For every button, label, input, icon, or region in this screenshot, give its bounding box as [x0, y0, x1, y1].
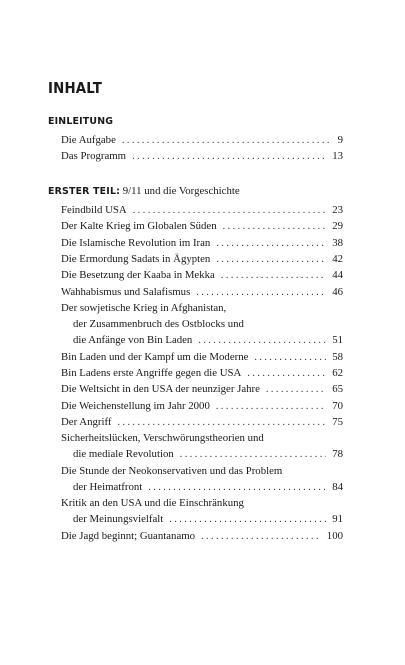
- toc-entry-line: [61, 267, 343, 283]
- dot-leader: [132, 149, 326, 165]
- dot-leader: [133, 203, 327, 219]
- toc-entry-line: [61, 251, 343, 267]
- section-label: EINLEITUNG: [48, 116, 114, 127]
- toc-entry[interactable]: [61, 463, 343, 495]
- page-number: 58: [332, 350, 343, 363]
- page-number: 23: [332, 204, 343, 216]
- toc-entry-title: der Zusammenbruch des Ostblocks und: [73, 317, 244, 330]
- toc-entry-title: Die Weltsicht in den USA der neunziger Jahre: [61, 383, 260, 396]
- toc-entry-line: [61, 495, 343, 511]
- toc-entry-title: Sicherheitslücken, Verschwörungstheorien und: [61, 432, 264, 445]
- toc-entry-line: [61, 148, 343, 164]
- dot-leader: [169, 512, 326, 528]
- dot-leader: [148, 480, 326, 496]
- toc-entry-line: [61, 463, 343, 479]
- toc-entry-title: Die Ermordung Sadats in Ägypten: [61, 252, 211, 265]
- toc-entry-line: [61, 332, 343, 348]
- toc-entry-title: Die Aufgabe: [61, 134, 116, 146]
- toc-entry-title: Das Programm: [61, 150, 127, 163]
- page-number: 70: [332, 399, 343, 412]
- toc-entry-line: [61, 511, 343, 527]
- section-heading: [48, 185, 240, 197]
- toc-entry[interactable]: [61, 300, 343, 348]
- dot-leader: [216, 252, 326, 268]
- dot-leader: [254, 350, 326, 366]
- toc-entry[interactable]: [61, 267, 343, 283]
- toc-entry[interactable]: [61, 495, 343, 527]
- page-number: 51: [332, 333, 343, 346]
- toc-entry[interactable]: [61, 414, 343, 430]
- toc-entry-title: Der Kalte Krieg im Globalen Süden: [61, 220, 217, 233]
- toc-entry-title: Feindbild USA: [61, 204, 127, 216]
- toc-entry-line: [61, 349, 343, 365]
- toc-entry-title: Kritik an den USA und die Einschränkung: [61, 497, 244, 510]
- toc-entry-line: [61, 365, 343, 381]
- dot-leader: [196, 285, 326, 301]
- toc-entry[interactable]: [61, 218, 343, 234]
- toc-entry-line: [61, 528, 343, 544]
- toc-entry-line: [61, 235, 343, 251]
- dot-leader: [201, 529, 321, 545]
- section-label: ERSTER TEIL:: [48, 186, 121, 197]
- toc-entry[interactable]: [61, 132, 343, 148]
- toc-entry-line: [61, 381, 343, 397]
- toc-entry-title: Die Jagd beginnt; Guantanamo: [61, 530, 196, 542]
- page-number: 38: [332, 236, 343, 249]
- toc-entry[interactable]: [61, 349, 343, 365]
- toc-entry-title: Der Angriff: [61, 415, 112, 428]
- toc-entry[interactable]: [61, 284, 343, 300]
- toc-entry-title: Wahhabismus und Salafismus: [61, 285, 191, 298]
- page-number: 78: [332, 448, 343, 461]
- section-heading: [48, 115, 113, 127]
- toc-entry-line: [61, 430, 343, 446]
- toc-entry-title: Die Besetzung der Kaaba in Mekka: [61, 269, 215, 282]
- dot-leader: [216, 399, 326, 415]
- dot-leader: [180, 447, 326, 463]
- page-number: 91: [332, 513, 343, 526]
- toc-entry-line: [61, 414, 343, 430]
- toc-entry[interactable]: [61, 528, 343, 544]
- toc-entry[interactable]: [61, 235, 343, 251]
- toc-entry[interactable]: [61, 365, 343, 381]
- page-number: 13: [332, 150, 343, 163]
- page-number: 65: [332, 383, 343, 396]
- toc-entry-line: [61, 300, 343, 316]
- page-title: INHALT: [48, 79, 103, 97]
- toc-entry-title: die mediale Revolution: [73, 448, 174, 461]
- dot-leader: [266, 382, 326, 398]
- toc-entry[interactable]: [61, 381, 343, 397]
- toc-entry-line: [61, 218, 343, 234]
- toc-entry[interactable]: [61, 398, 343, 414]
- toc-entry-line: [61, 398, 343, 414]
- toc-entry-line: [61, 479, 343, 495]
- toc-entry-line: [61, 284, 343, 300]
- toc-entry[interactable]: [61, 202, 343, 218]
- toc-entry-line: [61, 132, 343, 148]
- toc-entry-title: Bin Ladens erste Angriffe gegen die USA: [61, 367, 242, 379]
- page-number: 75: [332, 415, 343, 428]
- toc-entry-line: [61, 316, 343, 332]
- page-number: 62: [332, 367, 343, 379]
- dot-leader: [216, 236, 326, 252]
- page-number: 29: [332, 220, 343, 233]
- toc-entry[interactable]: [61, 251, 343, 267]
- toc-entry-title: Die Stunde der Neokonservativen und das Problem: [61, 464, 283, 477]
- toc-entry-title: der Heimatfront: [73, 480, 143, 493]
- dot-leader: [117, 415, 326, 431]
- dot-leader: [223, 219, 327, 235]
- page-number: 100: [326, 530, 343, 542]
- toc-entry-line: [61, 202, 343, 218]
- dot-leader: [247, 366, 326, 382]
- dot-leader: [221, 268, 326, 284]
- page-number: 44: [332, 269, 343, 282]
- page-number: 46: [332, 285, 343, 298]
- toc-entry-title: Die Islamische Revolution im Iran: [61, 236, 211, 249]
- page-number: 42: [332, 252, 343, 265]
- toc-entry[interactable]: [61, 430, 343, 462]
- section-title: 9/11 und die Vorgeschichte: [120, 185, 240, 197]
- toc-entry-title: Die Weichenstellung im Jahr 2000: [61, 399, 210, 412]
- dot-leader: [198, 333, 326, 349]
- toc-entry-title: Der sowjetische Krieg in Afghanistan,: [61, 301, 227, 314]
- toc-entry-line: [61, 446, 343, 462]
- toc-entry-title: Bin Laden und der Kampf um die Moderne: [61, 350, 249, 363]
- page-number: 84: [332, 480, 343, 493]
- toc-entry[interactable]: [61, 148, 343, 164]
- page-number: 9: [337, 134, 343, 146]
- toc-entry-title: der Meinungsvielfalt: [73, 513, 164, 526]
- dot-leader: [122, 133, 332, 149]
- toc-entry-title: die Anfänge von Bin Laden: [73, 333, 193, 346]
